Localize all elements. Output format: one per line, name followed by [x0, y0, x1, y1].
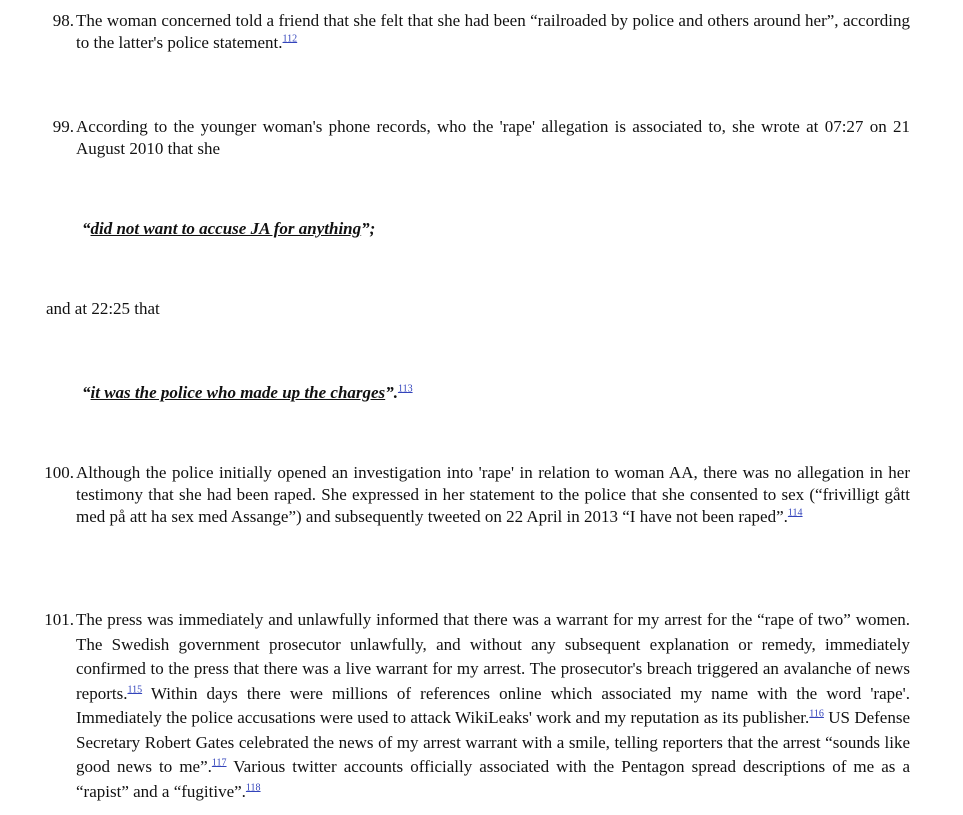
connecting-text: and at 22:25 that — [46, 299, 160, 318]
quote-text: it was the police who made up the charges — [90, 383, 386, 402]
footnote-link[interactable]: 112 — [282, 33, 298, 45]
quote-text: did not want to accuse JA for anything — [90, 219, 362, 238]
paragraph-100-text: Although the police initially opened an investigation into 'rape' in relation to woman AA, there was no allegation in her testimony that she had been raped. She expressed in her statement to the police that she consented to sex (“frivilligt gått med på att ha sex med Assange”) and subsequently tweeted on 22 April in 2013 “I have not been raped”. — [76, 463, 910, 526]
paragraph-101 — [0, 608, 963, 808]
footnote-link[interactable]: 115 — [127, 683, 143, 695]
quote-open: “ — [82, 219, 91, 238]
paragraph-101-segment-3: US Defense Secretary Robert Gates celebrated the news of my arrest warrant with a smile, telling reporters that the arrest “sounds like good news to me”. — [76, 708, 911, 776]
footnote-link[interactable]: 118 — [245, 781, 261, 793]
paragraph-99 — [0, 116, 963, 166]
footnote-link[interactable]: 113 — [397, 383, 413, 395]
footnote-link[interactable]: 117 — [211, 757, 227, 769]
paragraph-text — [76, 608, 910, 804]
paragraph-100 — [0, 462, 963, 552]
paragraph-text: According to the younger woman's phone records, who the 'rape' allegation is associated to, she wrote at 07:27 on 21 August 2010 that she — [76, 117, 910, 158]
paragraph-number: 99. — [52, 117, 74, 136]
paragraph-number: 98. — [52, 11, 74, 30]
paragraph-text — [76, 462, 910, 528]
paragraph-number: 101. — [44, 610, 74, 629]
quote-close: ”. — [385, 383, 398, 402]
block-quote-2 — [82, 382, 413, 404]
paragraph-text — [76, 10, 910, 54]
paragraph-101-segment-4: Various twitter accounts officially associated with the Pentagon spread descriptions of me as a “rapist” and a “fugitive”. — [76, 757, 910, 801]
paragraph-98-text: The woman concerned told a friend that she felt that she had been “railroaded by police and others around her”, according to the latter's police statement. — [76, 11, 910, 52]
footnote-link[interactable]: 116 — [809, 708, 824, 720]
paragraph-101-segment-2: Within days there were millions of references online which associated my name with the word 'rape'. Immediately the police accusations were used to attack WikiLeaks' work and my reputation as its publisher. — [76, 683, 910, 727]
paragraph-number: 100. — [44, 463, 74, 482]
paragraph-98 — [0, 10, 963, 60]
quote-close: ”; — [361, 219, 376, 238]
paragraph-101-segment-1: The press was immediately and unlawfully informed that there was a warrant for my arrest for the “rape of two” women. The Swedish government prosecutor unlawfully, and without any subsequent explanation or remedy, immediately confirmed to the press that there was a live warrant for my arrest. The prosecutor's breach triggered an avalanche of news reports. — [76, 610, 910, 703]
quote-open: “ — [82, 383, 91, 402]
block-quote-1 — [82, 218, 375, 240]
footnote-link[interactable]: 114 — [787, 507, 803, 519]
